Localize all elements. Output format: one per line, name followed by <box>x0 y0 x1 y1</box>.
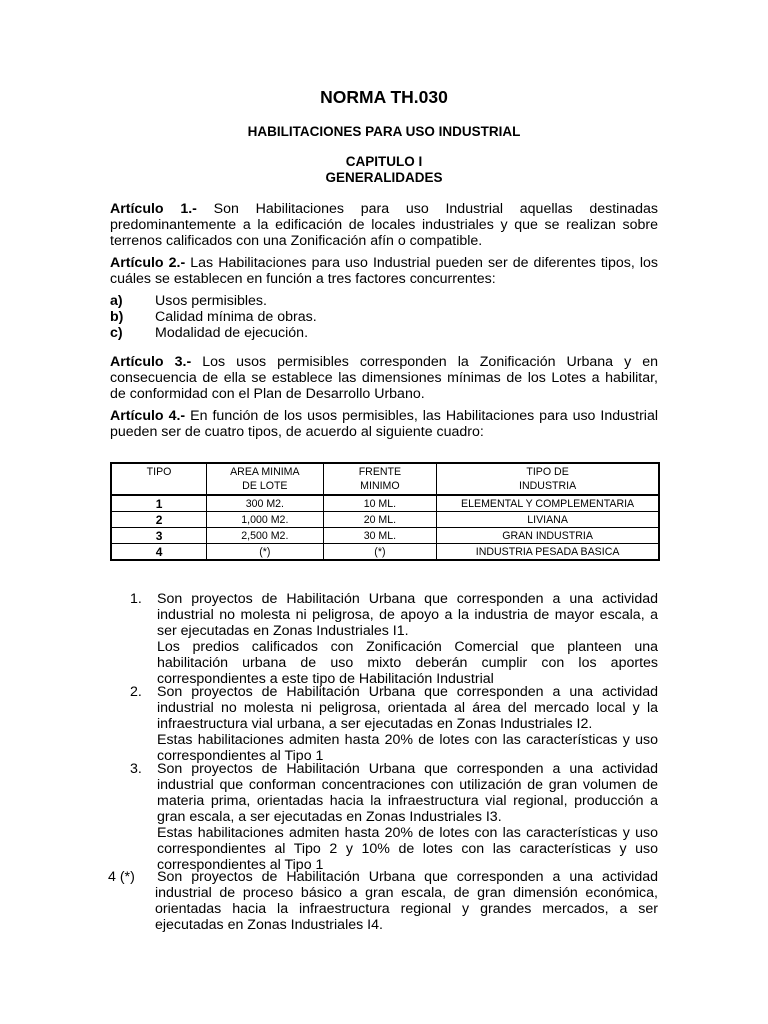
type-4-line-3: orientadas hacia la infraestructura regional y grandes mercados, a ser <box>155 901 658 917</box>
article-2-label: Artículo 2.- <box>110 255 186 271</box>
type-3-line-2: industrial que conforman concentraciones con utilización de gran volumen de <box>157 777 658 793</box>
article-3-label: Artículo 3.- <box>110 354 192 370</box>
cell-area: 2,500 M2. <box>207 528 324 544</box>
type-2-line-3: infraestructura vial urbana, a ser ejecutadas en Zonas Industriales I2. <box>157 716 593 732</box>
chapter-heading: CAPITULO I <box>345 154 423 169</box>
type-1-description <box>130 591 658 687</box>
type-1-line-1: Son proyectos de Habilitación Urbana que corresponden a una actividad <box>157 591 658 607</box>
article-1-line-2: predominantemente a la edificación de locales industriales y que se realizan sobre <box>110 217 658 233</box>
list-item <box>110 309 658 325</box>
cell-area: 1,000 M2. <box>207 512 324 528</box>
table-row <box>111 495 659 512</box>
table-header-row <box>111 463 659 495</box>
header-industria: TIPO DE INDUSTRIA <box>437 463 659 495</box>
cell-frente: 30 ML. <box>323 528 437 544</box>
type-4-line-2: industrial de proceso básico a gran escala, de gran dimensión económica, <box>155 885 658 901</box>
article-4-line-2: pueden ser de cuatro tipos, de acuerdo al siguiente cuadro: <box>110 424 484 440</box>
list-item-text: Calidad mínima de obras. <box>155 309 317 325</box>
header-frente: FRENTE MINIMO <box>323 463 437 495</box>
article-1 <box>110 201 658 249</box>
header-area: AREA MINIMA DE LOTE <box>207 463 324 495</box>
document-title: NORMA TH.030 <box>320 87 448 107</box>
article-2-factor-list <box>110 293 658 341</box>
document-subtitle: HABILITACIONES PARA USO INDUSTRIAL <box>247 124 521 139</box>
list-item-label: b) <box>110 309 124 325</box>
type-3-line-1: Son proyectos de Habilitación Urbana que corresponden a una actividad <box>157 761 658 777</box>
list-item-label: c) <box>110 325 123 341</box>
type-3-line-3: materia prima, orientadas hacia la infraestructura vial regional, producción a <box>157 793 658 809</box>
cell-tipo: 2 <box>111 512 207 528</box>
table-row <box>111 512 659 528</box>
habilitation-types-table <box>110 462 660 561</box>
cell-frente: 10 ML. <box>323 495 437 512</box>
cell-tipo: 3 <box>111 528 207 544</box>
type-1-line-3: ser ejecutadas en Zonas Industriales I1. <box>157 623 409 639</box>
type-2-line-1: Son proyectos de Habilitación Urbana que corresponden a una actividad <box>157 684 658 700</box>
list-item <box>110 293 658 309</box>
article-2-line-1: Las Habilitaciones para uso Industrial pueden ser de diferentes tipos, los <box>190 255 659 271</box>
header-tipo: TIPO <box>111 463 207 495</box>
cell-area: (*) <box>207 544 324 561</box>
article-3 <box>110 354 658 402</box>
table-row <box>111 528 659 544</box>
article-4-label: Artículo 4.- <box>110 408 186 424</box>
type-3-line-6: correspondientes al Tipo 2 y 10% de lotes con las características y uso <box>157 841 658 857</box>
type-3-description <box>130 761 658 873</box>
chapter-title: GENERALIDADES <box>325 170 443 185</box>
type-3-line-5: Estas habilitaciones admiten hasta 20% de lotes con las características y uso <box>157 825 658 841</box>
article-3-line-2: consecuencia de ella se establece las dimensiones mínimas de los Lotes a habilitar, <box>110 370 658 386</box>
cell-industria: LIVIANA <box>437 512 659 528</box>
type-2-number: 2. <box>130 684 142 700</box>
type-1-line-6: correspondientes a este tipo de Habilitación Industrial <box>157 671 494 687</box>
list-item-label: a) <box>110 293 123 309</box>
type-4-description <box>108 869 658 933</box>
cell-area: 300 M2. <box>207 495 324 512</box>
cell-frente: 20 ML. <box>323 512 437 528</box>
type-3-number: 3. <box>130 761 142 777</box>
type-1-number: 1. <box>130 591 142 607</box>
list-item-text: Modalidad de ejecución. <box>155 325 309 341</box>
cell-industria: GRAN INDUSTRIA <box>437 528 659 544</box>
cell-tipo: 4 <box>111 544 207 561</box>
article-1-line-1: Son Habilitaciones para uso Industrial aquellas destinadas <box>213 201 658 217</box>
cell-frente: (*) <box>323 544 437 561</box>
article-3-line-1: Los usos permisibles corresponden la Zonificación Urbana y en <box>202 354 658 370</box>
type-4-line-4: ejecutadas en Zonas Industriales I4. <box>155 917 383 933</box>
table-row <box>111 544 659 561</box>
list-item-text: Usos permisibles. <box>155 293 267 309</box>
article-1-line-3: terrenos calificados con una Zonificación afín o compatible. <box>110 233 483 249</box>
type-2-line-5: correspondientes al Tipo 1 <box>157 748 324 764</box>
article-1-label: Artículo 1.- <box>110 201 197 217</box>
article-2-line-2: cuáles se establecen en función a tres factores concurrentes: <box>110 271 496 287</box>
type-1-line-5: habilitación urbana de uso mixto deberán cumplir con los aportes <box>157 655 658 671</box>
cell-industria: INDUSTRIA PESADA BASICA <box>437 544 659 561</box>
article-4 <box>110 408 658 440</box>
article-4-line-1: En función de los usos permisibles, las Habilitaciones para uso Industrial <box>190 408 658 424</box>
type-4-number: 4 (*) <box>108 869 135 885</box>
type-2-line-2: industrial no molesta ni peligrosa, orientada al área del mercado local y la <box>157 700 658 716</box>
cell-industria: ELEMENTAL Y COMPLEMENTARIA <box>437 495 659 512</box>
type-3-line-7: correspondientes al Tipo 1 <box>157 857 324 873</box>
article-3-line-3: de conformidad con el Plan de Desarrollo Urbano. <box>110 386 425 402</box>
list-item <box>110 325 658 341</box>
type-1-line-4: Los predios calificados con Zonificación Comercial que planteen una <box>157 639 658 655</box>
type-2-line-4: Estas habilitaciones admiten hasta 20% de lotes con las características y uso <box>157 732 658 748</box>
type-3-line-4: gran escala, a ser ejecutadas en Zonas Industriales I3. <box>157 809 502 825</box>
type-2-description <box>130 684 658 764</box>
cell-tipo: 1 <box>111 495 207 512</box>
type-4-line-1: Son proyectos de Habilitación Urbana que corresponden a una actividad <box>157 869 658 885</box>
article-2 <box>110 255 658 287</box>
type-1-line-2: industrial no molesta ni peligrosa, de apoyo a la industria de mayor escala, a <box>157 607 658 623</box>
